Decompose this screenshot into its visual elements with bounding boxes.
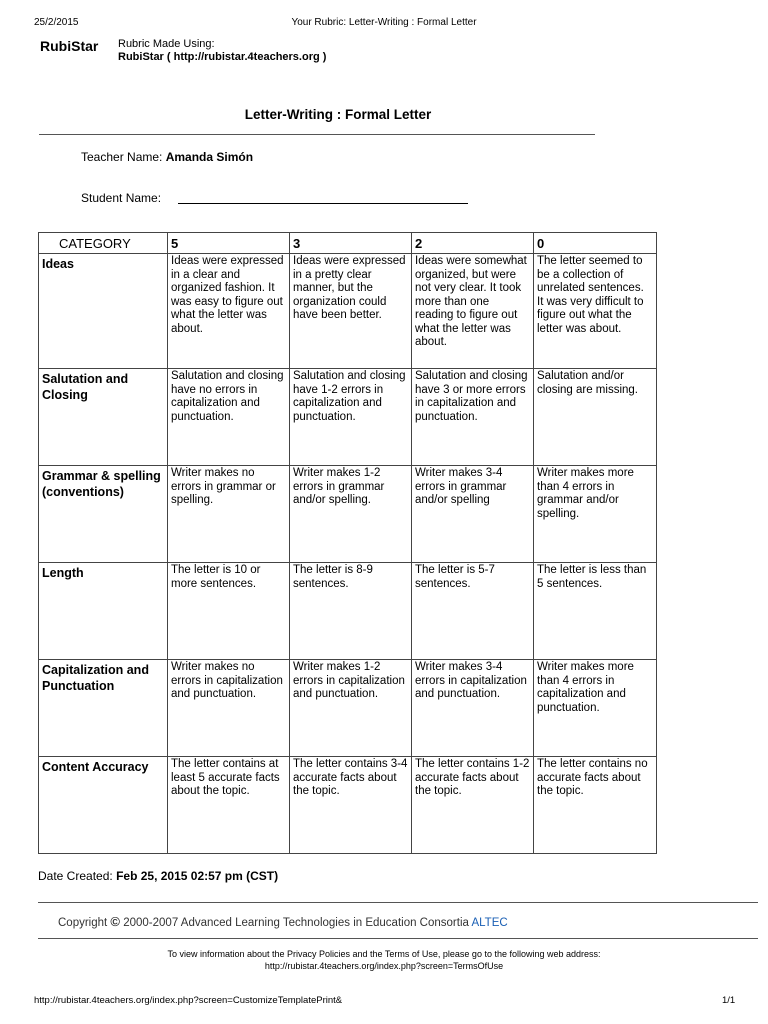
table-cell: The letter seemed to be a collection of unrelated sentences. It was very difficult to figure out what the letter was about. [534, 254, 657, 369]
table-cell: The letter contains 3-4 accurate facts about the topic. [290, 757, 412, 854]
made-using-label: Rubric Made Using: [118, 38, 215, 50]
brand-logo: RubiStar [40, 38, 99, 54]
table-cell: The letter contains 1-2 accurate facts about the topic. [412, 757, 534, 854]
print-date: 25/2/2015 [34, 17, 79, 28]
table-cell: The letter is 8-9 sentences. [290, 563, 412, 660]
table-row [39, 254, 657, 369]
print-title: Your Rubric: Letter-Writing : Formal Letter [291, 17, 477, 28]
copyright-divider-bottom [38, 938, 758, 939]
header-score-2: 2 [412, 233, 534, 254]
student-name-blank [178, 203, 468, 204]
category-salutation: Salutation and Closing [39, 369, 168, 466]
altec-link[interactable]: ALTEC [471, 917, 508, 929]
terms-of-use-link[interactable]: http://rubistar.4teachers.org/index.php?screen=TermsOfUse [264, 961, 504, 971]
date-created-label: Date Created: [38, 869, 113, 883]
table-row [39, 757, 657, 854]
privacy-line: To view information about the Privacy Policies and the Terms of Use, please go to the following web address: [167, 949, 601, 959]
table-cell: Salutation and closing have 3 or more errors in capitalization and punctuation. [412, 369, 534, 466]
teacher-name: Amanda Simón [165, 150, 254, 164]
table-cell: Writer makes no errors in grammar or spelling. [168, 466, 290, 563]
category-ideas: Ideas [39, 254, 168, 369]
page-title: Letter-Writing : Formal Letter [244, 107, 432, 122]
student-label: Student Name: [81, 191, 162, 205]
table-row [39, 369, 657, 466]
table-row [39, 466, 657, 563]
table-cell: Writer makes 3-4 errors in capitalization and punctuation. [412, 660, 534, 757]
table-row [39, 660, 657, 757]
title-divider [39, 134, 595, 135]
table-cell: The letter is less than 5 sentences. [534, 563, 657, 660]
copyright-divider-top [38, 902, 758, 903]
copyright-label: Copyright [58, 917, 108, 929]
made-using [118, 38, 326, 64]
category-content-accuracy: Content Accuracy [39, 757, 168, 854]
student-field [81, 191, 468, 205]
print-page-number: 1/1 [722, 995, 736, 1006]
table-cell: Ideas were expressed in a clear and organized fashion. It was easy to figure out what the letter was about. [168, 254, 290, 369]
rubistar-link[interactable]: RubiStar ( http://rubistar.4teachers.org ) [118, 51, 327, 63]
table-cell: The letter is 10 or more sentences. [168, 563, 290, 660]
date-created [38, 869, 278, 883]
teacher-field [81, 150, 253, 164]
rubric-header-row [39, 233, 657, 254]
table-cell: Writer makes 1-2 errors in grammar and/or spelling. [290, 466, 412, 563]
table-cell: Writer makes 3-4 errors in grammar and/or spelling [412, 466, 534, 563]
table-cell: Salutation and closing have 1-2 errors in capitalization and punctuation. [290, 369, 412, 466]
table-cell: Salutation and/or closing are missing. [534, 369, 657, 466]
table-cell: Writer makes more than 4 errors in capitalization and punctuation. [534, 660, 657, 757]
table-cell: The letter contains at least 5 accurate facts about the topic. [168, 757, 290, 854]
date-created-value: Feb 25, 2015 02:57 pm (CST) [116, 869, 279, 883]
teacher-label: Teacher Name: [81, 150, 163, 164]
table-row [39, 563, 657, 660]
table-cell: The letter contains no accurate facts about the topic. [534, 757, 657, 854]
privacy-notice [0, 948, 768, 972]
print-header [0, 17, 768, 31]
category-length: Length [39, 563, 168, 660]
table-cell: The letter is 5-7 sentences. [412, 563, 534, 660]
table-cell: Ideas were somewhat organized, but were not very clear. It took more than one reading to figure out what the letter was about. [412, 254, 534, 369]
copyright-years: 2000-2007 Advanced Learning Technologies in Education Consortia [123, 917, 469, 929]
table-cell: Writer makes no errors in capitalization and punctuation. [168, 660, 290, 757]
table-cell: Salutation and closing have no errors in capitalization and punctuation. [168, 369, 290, 466]
category-capitalization: Capitalization and Punctuation [39, 660, 168, 757]
header-score-3: 3 [290, 233, 412, 254]
copyright-symbol: © [110, 914, 121, 929]
header-score-0: 0 [534, 233, 657, 254]
category-grammar: Grammar & spelling (conventions) [39, 466, 168, 563]
copyright [58, 914, 508, 929]
rubric-table [38, 232, 657, 854]
header-category: CATEGORY [39, 233, 168, 254]
table-cell: Writer makes more than 4 errors in grammar and/or spelling. [534, 466, 657, 563]
table-cell: Writer makes 1-2 errors in capitalization and punctuation. [290, 660, 412, 757]
header-score-5: 5 [168, 233, 290, 254]
table-cell: Ideas were expressed in a pretty clear manner, but the organization could have been better. [290, 254, 412, 369]
print-footer-url: http://rubistar.4teachers.org/index.php?screen=CustomizeTemplatePrint& [34, 995, 343, 1006]
